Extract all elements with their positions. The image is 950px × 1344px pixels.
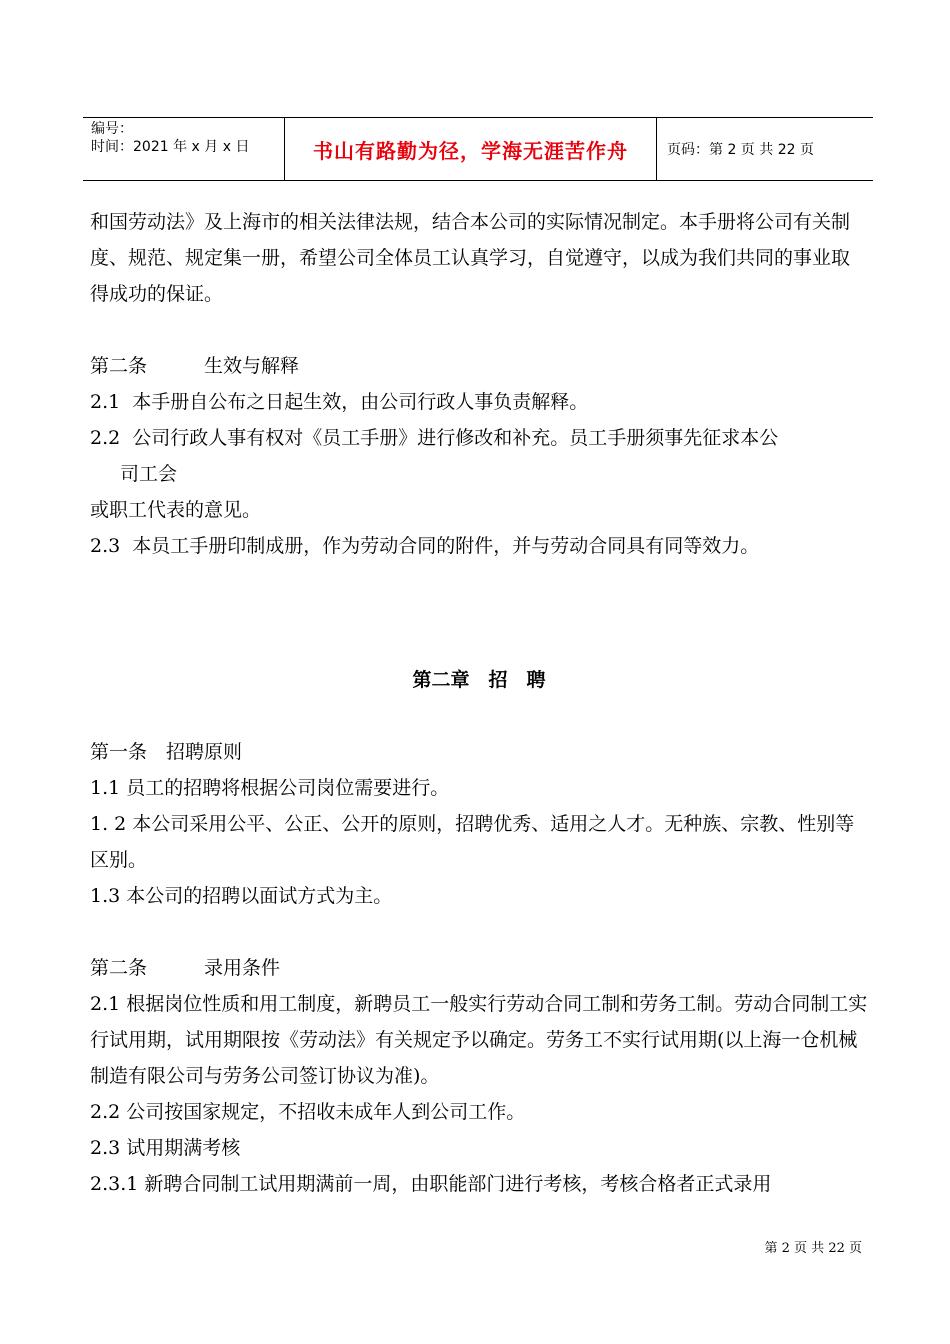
footer-page-number: 第 2 页 共 22 页 — [764, 1241, 862, 1256]
clause-2-3: 2.3 本员工手册印制成册，作为劳动合同的附件，并与劳动合同具有同等效力。 — [90, 535, 760, 557]
hire-clause-2-3-1: 2.3.1 新聘合同制工试用期满前一周，由职能部门进行考核，考核合格者正式录用 — [90, 1173, 772, 1195]
clause-2-2: 2.2 公司行政人事有权对《员工手册》进行修改和补充。员工手册须事先征求本公 — [90, 427, 779, 449]
header-table — [83, 117, 873, 181]
clause-2-2-cont: 司工会 — [120, 463, 178, 485]
article-title-effect: 第二条 生效与解释 — [90, 355, 300, 377]
header-info-cell — [83, 118, 285, 180]
clause-1-3: 1.3 本公司的招聘以面试方式为主。 — [90, 885, 393, 907]
header-page-number: 页码：第 2 页 共 22 页 — [667, 142, 814, 158]
hire-clause-2-1: 2.1 根据岗位性质和用工制度，新聘员工一般实行劳动合同工制和劳务工制。劳动合同制工实行试用期，试用期限按《劳动法》有关规定予以确定。劳务工不实行试用期(以上海一仓机械制造有限公司与劳务公司签订协议为准)。 — [90, 993, 868, 1087]
clause-2-1: 2.1 本手册自公布之日起生效，由公司行政人事负责解释。 — [90, 391, 589, 413]
document-number-label: 编号： — [91, 121, 133, 137]
hire-clause-2-3: 2.3 试用期满考核 — [90, 1137, 241, 1159]
clause-1-1: 1.1 员工的招聘将根据公司岗位需要进行。 — [90, 777, 450, 799]
header-motto: 书山有路勤为径，学海无涯苦作舟 — [285, 118, 657, 180]
hire-clause-2-2: 2.2 公司按国家规定，不招收未成年人到公司工作。 — [90, 1101, 526, 1123]
chapter-title: 第二章 招 聘 — [412, 669, 546, 691]
clause-2-2-end: 或职工代表的意见。 — [90, 499, 262, 521]
document-body — [90, 204, 868, 1202]
article-title-hire: 第二条 录用条件 — [90, 957, 281, 979]
clause-1-2: 1. 2 本公司采用公平、公正、公开的原则，招聘优秀、适用之人才。无种族、宗教、性别等区别。 — [90, 813, 855, 871]
intro-paragraph: 和国劳动法》及上海市的相关法律法规，结合本公司的实际情况制定。本手册将公司有关制度、规范、规定集一册，希望公司全体员工认真学习，自觉遵守，以成为我们共同的事业取得成功的保证。 — [90, 211, 851, 305]
article-title-recruit: 第一条 招聘原则 — [90, 741, 243, 763]
document-time-label: 时间：2021 年 x 月 x 日 — [91, 139, 250, 155]
